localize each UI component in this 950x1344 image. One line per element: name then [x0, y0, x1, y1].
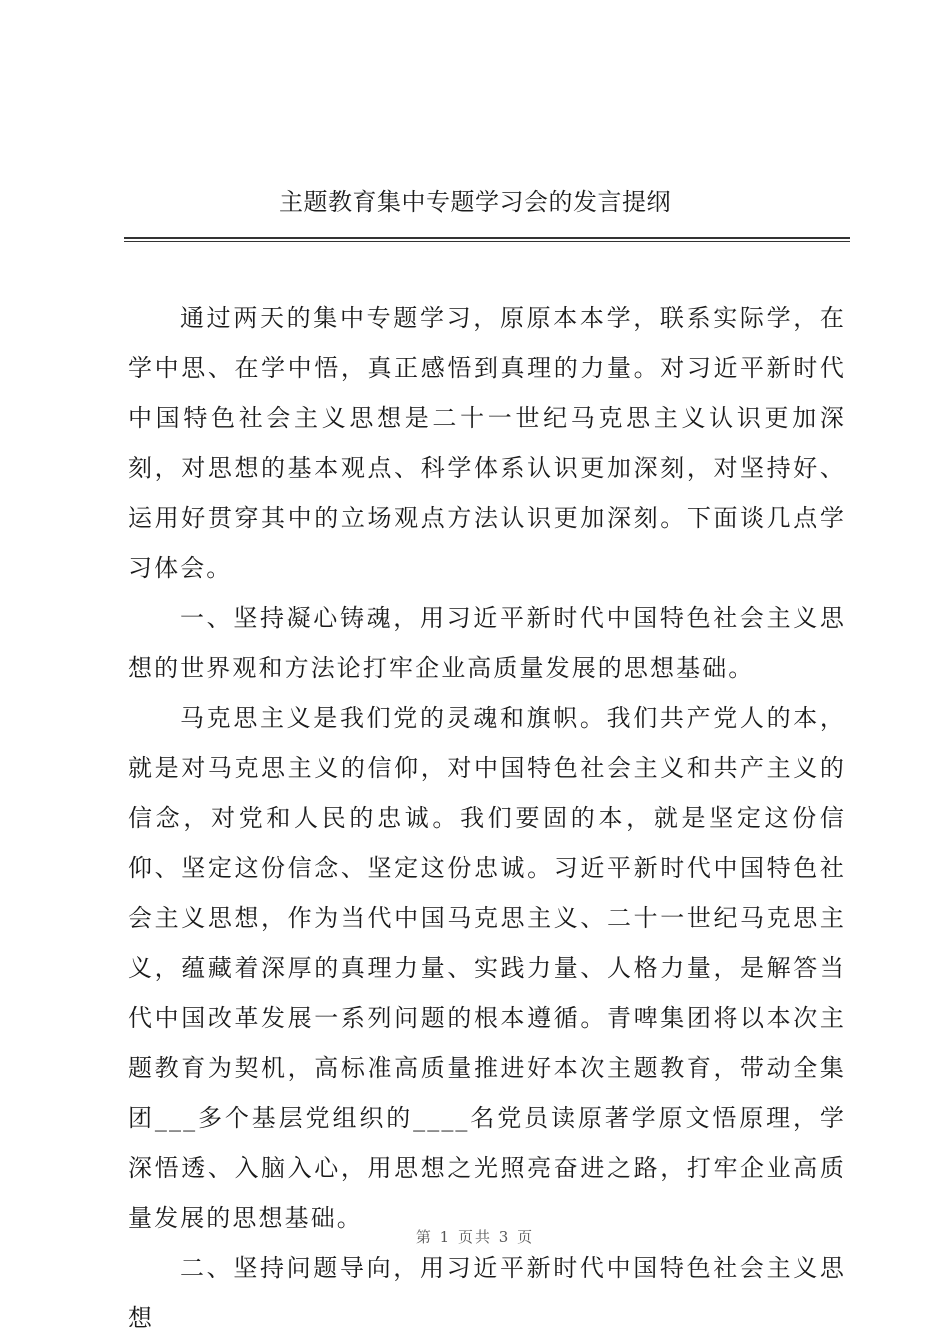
paragraph-section-one-body: 马克思主义是我们党的灵魂和旗帜。我们共产党人的本，就是对马克思主义的信仰，对中国特色社会主义和共产主义的信念，对党和人民的忠诚。我们要固的本，就是坚定这份信仰、坚定这份信念、坚定这份忠诚。习近平新时代中国特色社会主义思想，作为当代中国马克思主义、二十一世纪马克思主义，蕴藏着深厚的真理力量、实践力量、人格力量，是解答当代中国改革发展一系列问题的根本遵循。青啤集团将以本次主题教育为契机，高标准高质量推进好本次主题教育，带动全集团___多个基层党组织的____名党员读原著学原文悟原理，学深悟透、入脑入心，用思想之光照亮奋进之路，打牢企业高质量发展的思想基础。 [128, 704, 846, 1232]
paragraph-section-one-heading: 一、坚持凝心铸魂，用习近平新时代中国特色社会主义思想的世界观和方法论打牢企业高质量发展的思想基础。 [128, 604, 846, 682]
document-body [128, 293, 846, 1343]
title-divider [124, 237, 850, 242]
paragraph-section-two-heading: 二、坚持问题导向，用习近平新时代中国特色社会主义思想 [128, 1254, 846, 1332]
page-number-footer: 第 1 页共 3 页 [415, 1228, 535, 1246]
document-title: 主题教育集中专题学习会的发言提纲 [279, 188, 671, 216]
paragraph-intro: 通过两天的集中专题学习，原原本本学，联系实际学，在学中思、在学中悟，真正感悟到真理的力量。对习近平新时代中国特色社会主义思想是二十一世纪马克思主义认识更加深刻，对思想的基本观点、科学体系认识更加深刻，对坚持好、运用好贯穿其中的立场观点方法认识更加深刻。下面谈几点学习体会。 [128, 304, 846, 582]
